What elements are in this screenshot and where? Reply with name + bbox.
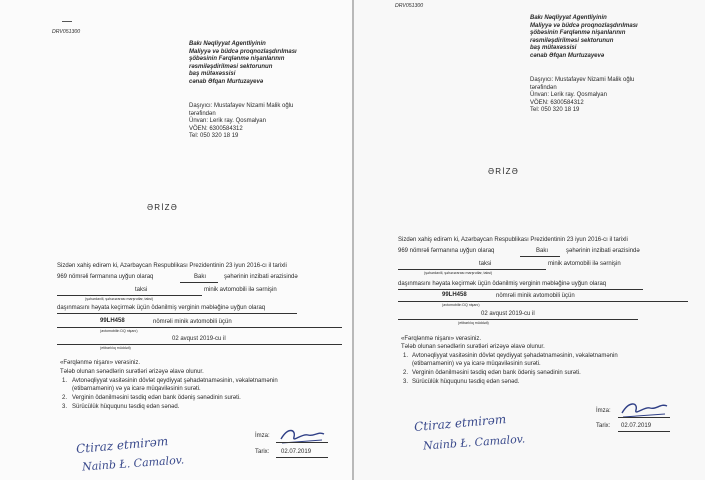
applicant-block — [189, 103, 293, 141]
date-value: 02.07.2019 — [281, 449, 312, 455]
plate-value: 99LH458 — [442, 292, 467, 298]
attachment-number: 2. — [62, 395, 68, 401]
attachment-number: 2. — [403, 370, 409, 376]
document-code: DRV051300 — [52, 29, 81, 35]
city-suffix: şəhərinin inzibati ərazisində — [224, 274, 298, 280]
vehicle-type: taksi — [479, 261, 492, 267]
right-page-scan — [354, 0, 705, 480]
attachment-item: Avtonəqliyyat vasitəsinin dövlət qeydiyyat şəhadətnaməsinin, vəkalətnamənin — [72, 378, 278, 384]
intro-text: Sizdən xahiş edirəm ki, Azərbaycan Respublikası Prezidentinin 23 iyun 2016-cı il tarixli — [398, 237, 628, 243]
handwritten-signature — [278, 425, 328, 447]
attachment-item: (etibarnamənin) və ya icarə müqaviləsinin surəti. — [412, 361, 541, 367]
addressee-line: şöbəsinin Fərqlənmə nişanlarının — [189, 56, 285, 63]
left-page-scan — [0, 0, 352, 480]
badge-line: «Fərqlənmə nişanı» verəsiniz. — [401, 336, 482, 342]
attachments-intro: Tələb olunan sənədlərin surətləri ərizəyə əlavə olunur. — [60, 369, 204, 375]
addressee-line: şöbəsinin Fərqlənmə nişanlarının — [530, 30, 626, 37]
applicant-line: tərəfindən — [189, 110, 216, 117]
caption-plate: (avtomobilin DQ nişanı) — [442, 303, 480, 307]
city-suffix: şəhərinin inzibati ərazisində — [566, 248, 640, 254]
handwritten-name: Nainb Ł. Camalov. — [422, 432, 526, 453]
document-title: ƏRİZƏ — [147, 203, 178, 212]
applicant-line: Tel: 050 320 18 19 — [189, 133, 239, 140]
signature-label: İmza: — [255, 433, 270, 439]
caption-plate: (avtomobilin DQ nişanı) — [100, 329, 138, 333]
vehicle-type: taksi — [135, 287, 148, 293]
applicant-line: Daşıyıcı: Mustafayev Nizami Malik oğlu — [530, 77, 635, 83]
date-valid: 02 avqust 2019-cu il — [481, 311, 535, 317]
plate-suffix: nömrəli minik avtomobili üçün — [153, 319, 232, 325]
signature-label: İmza: — [596, 408, 611, 414]
handwritten-consent: Ctiraz etmirəm — [413, 412, 507, 434]
applicant-line: Tel: 050 320 18 19 — [530, 107, 580, 114]
addressee-block — [530, 15, 638, 61]
caption-routes: (şəhərdaxili, şəhərərarası marşrutlar, taksi) — [424, 271, 493, 275]
caption-date: (etibarlılıq müddəti) — [100, 346, 131, 350]
applicant-line: Ünvan: Lerik ray. Qosmalyan — [189, 118, 266, 125]
attachment-item: Verginin ödənilməsini təsdiq edən bank ödəniş sənədinin surəti. — [72, 395, 241, 401]
date-label: Tarix: — [255, 449, 270, 455]
date-valid: 02 avqust 2019-cu il — [172, 336, 226, 342]
plate-suffix: nömrəli minik avtomobili üçün — [496, 293, 575, 299]
addressee-line: rəsmiləşdirilməsi sektorunun — [189, 63, 273, 70]
vehicle-suffix: minik avtomobili ilə sərnişin — [548, 261, 621, 267]
addressee-block — [189, 41, 297, 87]
applicant-line: tərəfindən — [530, 84, 557, 91]
date-label: Tarix: — [596, 423, 611, 429]
applicant-line: Ünvan: Lerik ray. Qosmalyan — [530, 92, 607, 99]
caption-date: (etibarlılıq müddəti) — [458, 321, 489, 325]
transport-line: daşınmasını həyata keçirmək üçün ödənilmiş verginin məbləğinə uyğun olaraq — [398, 281, 607, 287]
attachment-item: Verginin ödənilməsini təsdiq edən bank ödəniş sənədinin surəti. — [412, 370, 581, 376]
handwritten-name: Nainb Ł. Camalov. — [81, 453, 185, 474]
addressee-line: Maliyyə və büdcə proqnozlaşdırılması — [530, 22, 638, 29]
addressee-line: cənab Əfqan Murtuzayevə — [189, 78, 264, 85]
document-code: DRV051300 — [395, 3, 424, 9]
decree-prefix: 969 nömrəli fərmanına uyğun olaraq — [57, 274, 154, 280]
applicant-block — [530, 77, 634, 115]
handwritten-consent: Ctiraz etmirəm — [75, 434, 169, 456]
date-value: 02.07.2019 — [621, 423, 652, 429]
addressee-line: Bakı Nəqliyyat Agentliyinin — [189, 41, 266, 47]
attachment-number: 3. — [62, 404, 68, 410]
badge-line: «Fərqlənmə nişanı» verəsiniz. — [60, 360, 141, 366]
attachment-item: Sürücülük hüququnu təsdiq edən sənəd. — [412, 379, 520, 385]
applicant-line: VÖEN: 6300584312 — [189, 125, 243, 132]
attachments-intro: Tələb olunan sənədlərin surətləri ərizəyə əlavə olunur. — [401, 344, 545, 350]
document-title: ƏRİZƏ — [488, 167, 519, 176]
addressee-line: baş mütəxəssisi — [530, 45, 577, 52]
attachment-item: Avtonəqliyyat vasitəsinin dövlət qeydiyyat şəhadətnaməsinin, vəkalətnamənin — [412, 353, 618, 359]
transport-line: daşınmasını həyata keçirmək üçün ödənilmiş verginin məbləğinə uyğun olaraq — [57, 305, 266, 311]
decree-prefix: 969 nömrəli fərmanına uyğun olaraq — [398, 248, 495, 254]
attachment-item: Sürücülük hüququnu təsdiq edən sənəd. — [72, 404, 180, 410]
plate-value: 99LH458 — [100, 318, 125, 324]
addressee-line: rəsmiləşdirilməsi sektorunun — [530, 37, 614, 44]
attachment-item: (etibarnamənin) və ya icarə müqaviləsinin surəti. — [72, 386, 201, 392]
addressee-line: Maliyyə və büdcə proqnozlaşdırılması — [189, 48, 297, 55]
attachment-number: 1. — [403, 353, 409, 359]
addressee-line: cənab Əfqan Murtuzayevə — [530, 52, 605, 59]
attachment-number: 1. — [62, 378, 68, 384]
city-value: Bakı — [536, 248, 549, 254]
addressee-line: baş mütəxəssisi — [189, 71, 236, 78]
corner-mark — [62, 21, 72, 22]
city-value: Bakı — [194, 274, 207, 280]
caption-routes: (şəhərdaxili, şəhərərarası marşrutlar, taksi) — [85, 297, 154, 301]
applicant-line: VÖEN: 6300584312 — [530, 99, 584, 106]
attachment-number: 3. — [403, 379, 409, 385]
addressee-line: Bakı Nəqliyyat Agentliyinin — [530, 15, 607, 21]
applicant-line: Daşıyıcı: Mustafayev Nizami Malik oğlu — [189, 103, 294, 109]
vehicle-suffix: minik avtomobili ilə sərnişin — [204, 287, 277, 293]
intro-text: Sizdən xahiş edirəm ki, Azərbaycan Respublikası Prezidentinin 23 iyun 2016-cı il tarixli — [57, 263, 287, 269]
